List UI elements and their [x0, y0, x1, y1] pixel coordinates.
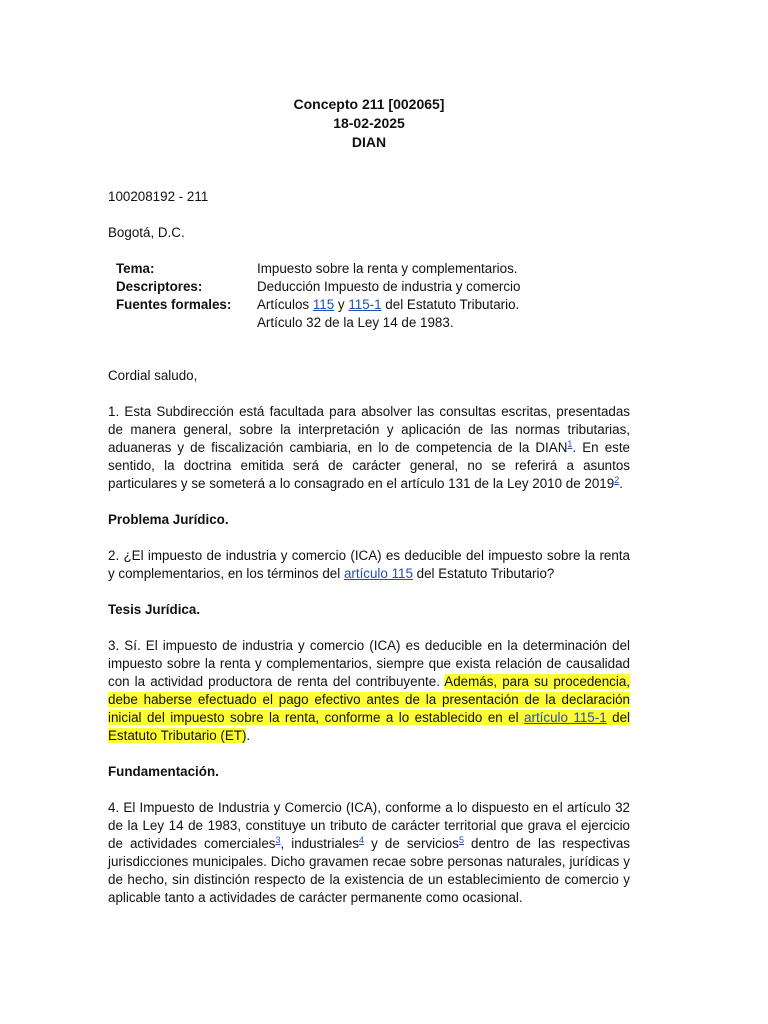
footnote-3[interactable]: 3: [275, 835, 281, 845]
greeting: Cordial saludo,: [108, 368, 198, 383]
p3-text-a: 3. Sí. El impuesto de industria y comercio (ICA) es deducible en la determinación del impuesto sobre la renta y complementarios, siempre que exista relación de causalidad con la actividad productora de renta del contribuyente.: [108, 638, 630, 689]
p2-text-b: del Estatuto Tributario?: [412, 566, 555, 581]
fuentes-mid: y: [334, 297, 349, 312]
paragraph-4: [108, 799, 630, 907]
p4-text-d: dentro de las respectivas jurisdicciones municipales. Dicho gravamen recae sobre personas naturales, jurídicas y de hecho, sin distinción respecto de la existencia de un establecimiento de comercio y aplicable tanto a actividades de carácter permanente como ocasional.: [108, 836, 630, 905]
meta-row-tema: [116, 260, 630, 278]
p4-text-b: , industriales: [280, 836, 360, 851]
heading-problema-juridico: Problema Jurídico.: [108, 512, 229, 527]
header-entity: DIAN: [351, 134, 387, 150]
footnote-4[interactable]: 4: [359, 835, 365, 845]
meta-row-descriptores: [116, 278, 630, 296]
paragraph-2: [108, 547, 630, 583]
document-header: [108, 95, 630, 152]
p3-highlight-a: Además, para su procedencia, debe haberse efectuado el pago efectivo antes de la presentación de la declaración inicial del impuesto sobre la renta, conforme a lo establecido en el: [108, 674, 630, 725]
header-date: 18-02-2025: [333, 115, 405, 131]
tema-value: Impuesto sobre la renta y complementarios.: [257, 261, 518, 276]
p4-text-c: y de servicios: [364, 836, 459, 851]
fuentes-pre: Artículos: [257, 297, 313, 312]
fuentes-value: [257, 296, 630, 332]
descriptores-label: Descriptores:: [116, 279, 203, 294]
link-articulo-115-1-p3[interactable]: artículo 115-1: [524, 710, 607, 725]
city: Bogotá, D.C.: [108, 225, 185, 240]
meta-row-fuentes: [116, 296, 630, 332]
heading-fundamentacion: Fundamentación.: [108, 764, 219, 779]
document-body: [108, 95, 630, 907]
metadata-table: [116, 260, 630, 332]
paragraph-1: [108, 403, 630, 493]
p3-highlight-b: del Estatuto Tributario (ET): [108, 710, 630, 743]
radicado-number: 100208192 - 211: [108, 189, 209, 204]
fuentes-post: del Estatuto Tributario.: [381, 297, 520, 312]
tema-label: Tema:: [116, 261, 155, 276]
footnote-2[interactable]: 2: [614, 475, 620, 485]
link-articulo-115-p2[interactable]: artículo 115: [343, 566, 413, 581]
link-articulo-115[interactable]: 115: [312, 297, 335, 312]
fuentes-line2: Artículo 32 de la Ley 14 de 1983.: [257, 315, 454, 330]
header-concepto: Concepto 211 [002065]: [293, 96, 445, 112]
paragraph-3: [108, 637, 630, 745]
p1-text-c: .: [619, 476, 623, 491]
p2-text-a: 2. ¿El impuesto de industria y comercio (ICA) es deducible del impuesto sobre la renta y complementarios, en los términos del: [108, 548, 630, 581]
fuentes-label: Fuentes formales:: [116, 297, 232, 312]
p1-text-a: 1. Esta Subdirección está facultada para absolver las consultas escritas, presentadas de manera general, sobre la interpretación y aplicación de las normas tributarias, aduaneras y de fiscalización cambiaria, en lo de competencia de la DIAN: [108, 404, 630, 455]
p3-text-end: .: [246, 728, 251, 743]
descriptores-value: Deducción Impuesto de industria y comercio: [257, 279, 521, 294]
p4-text-a: 4. El Impuesto de Industria y Comercio (ICA), conforme a lo dispuesto en el artículo 32 de la Ley 14 de 1983, constituye un tributo de carácter territorial que grava el ejercicio de actividades comerciales: [108, 800, 630, 851]
footnote-5[interactable]: 5: [458, 835, 464, 845]
p1-text-b: . En este sentido, la doctrina emitida será de carácter general, no se referirá a asuntos particulares y se someterá a lo consagrado en el artículo 131 de la Ley 2010 de 2019: [108, 440, 630, 491]
footnote-1[interactable]: 1: [567, 439, 573, 449]
heading-tesis-juridica: Tesis Jurídica.: [108, 602, 201, 617]
link-articulo-115-1[interactable]: 115-1: [348, 297, 382, 312]
